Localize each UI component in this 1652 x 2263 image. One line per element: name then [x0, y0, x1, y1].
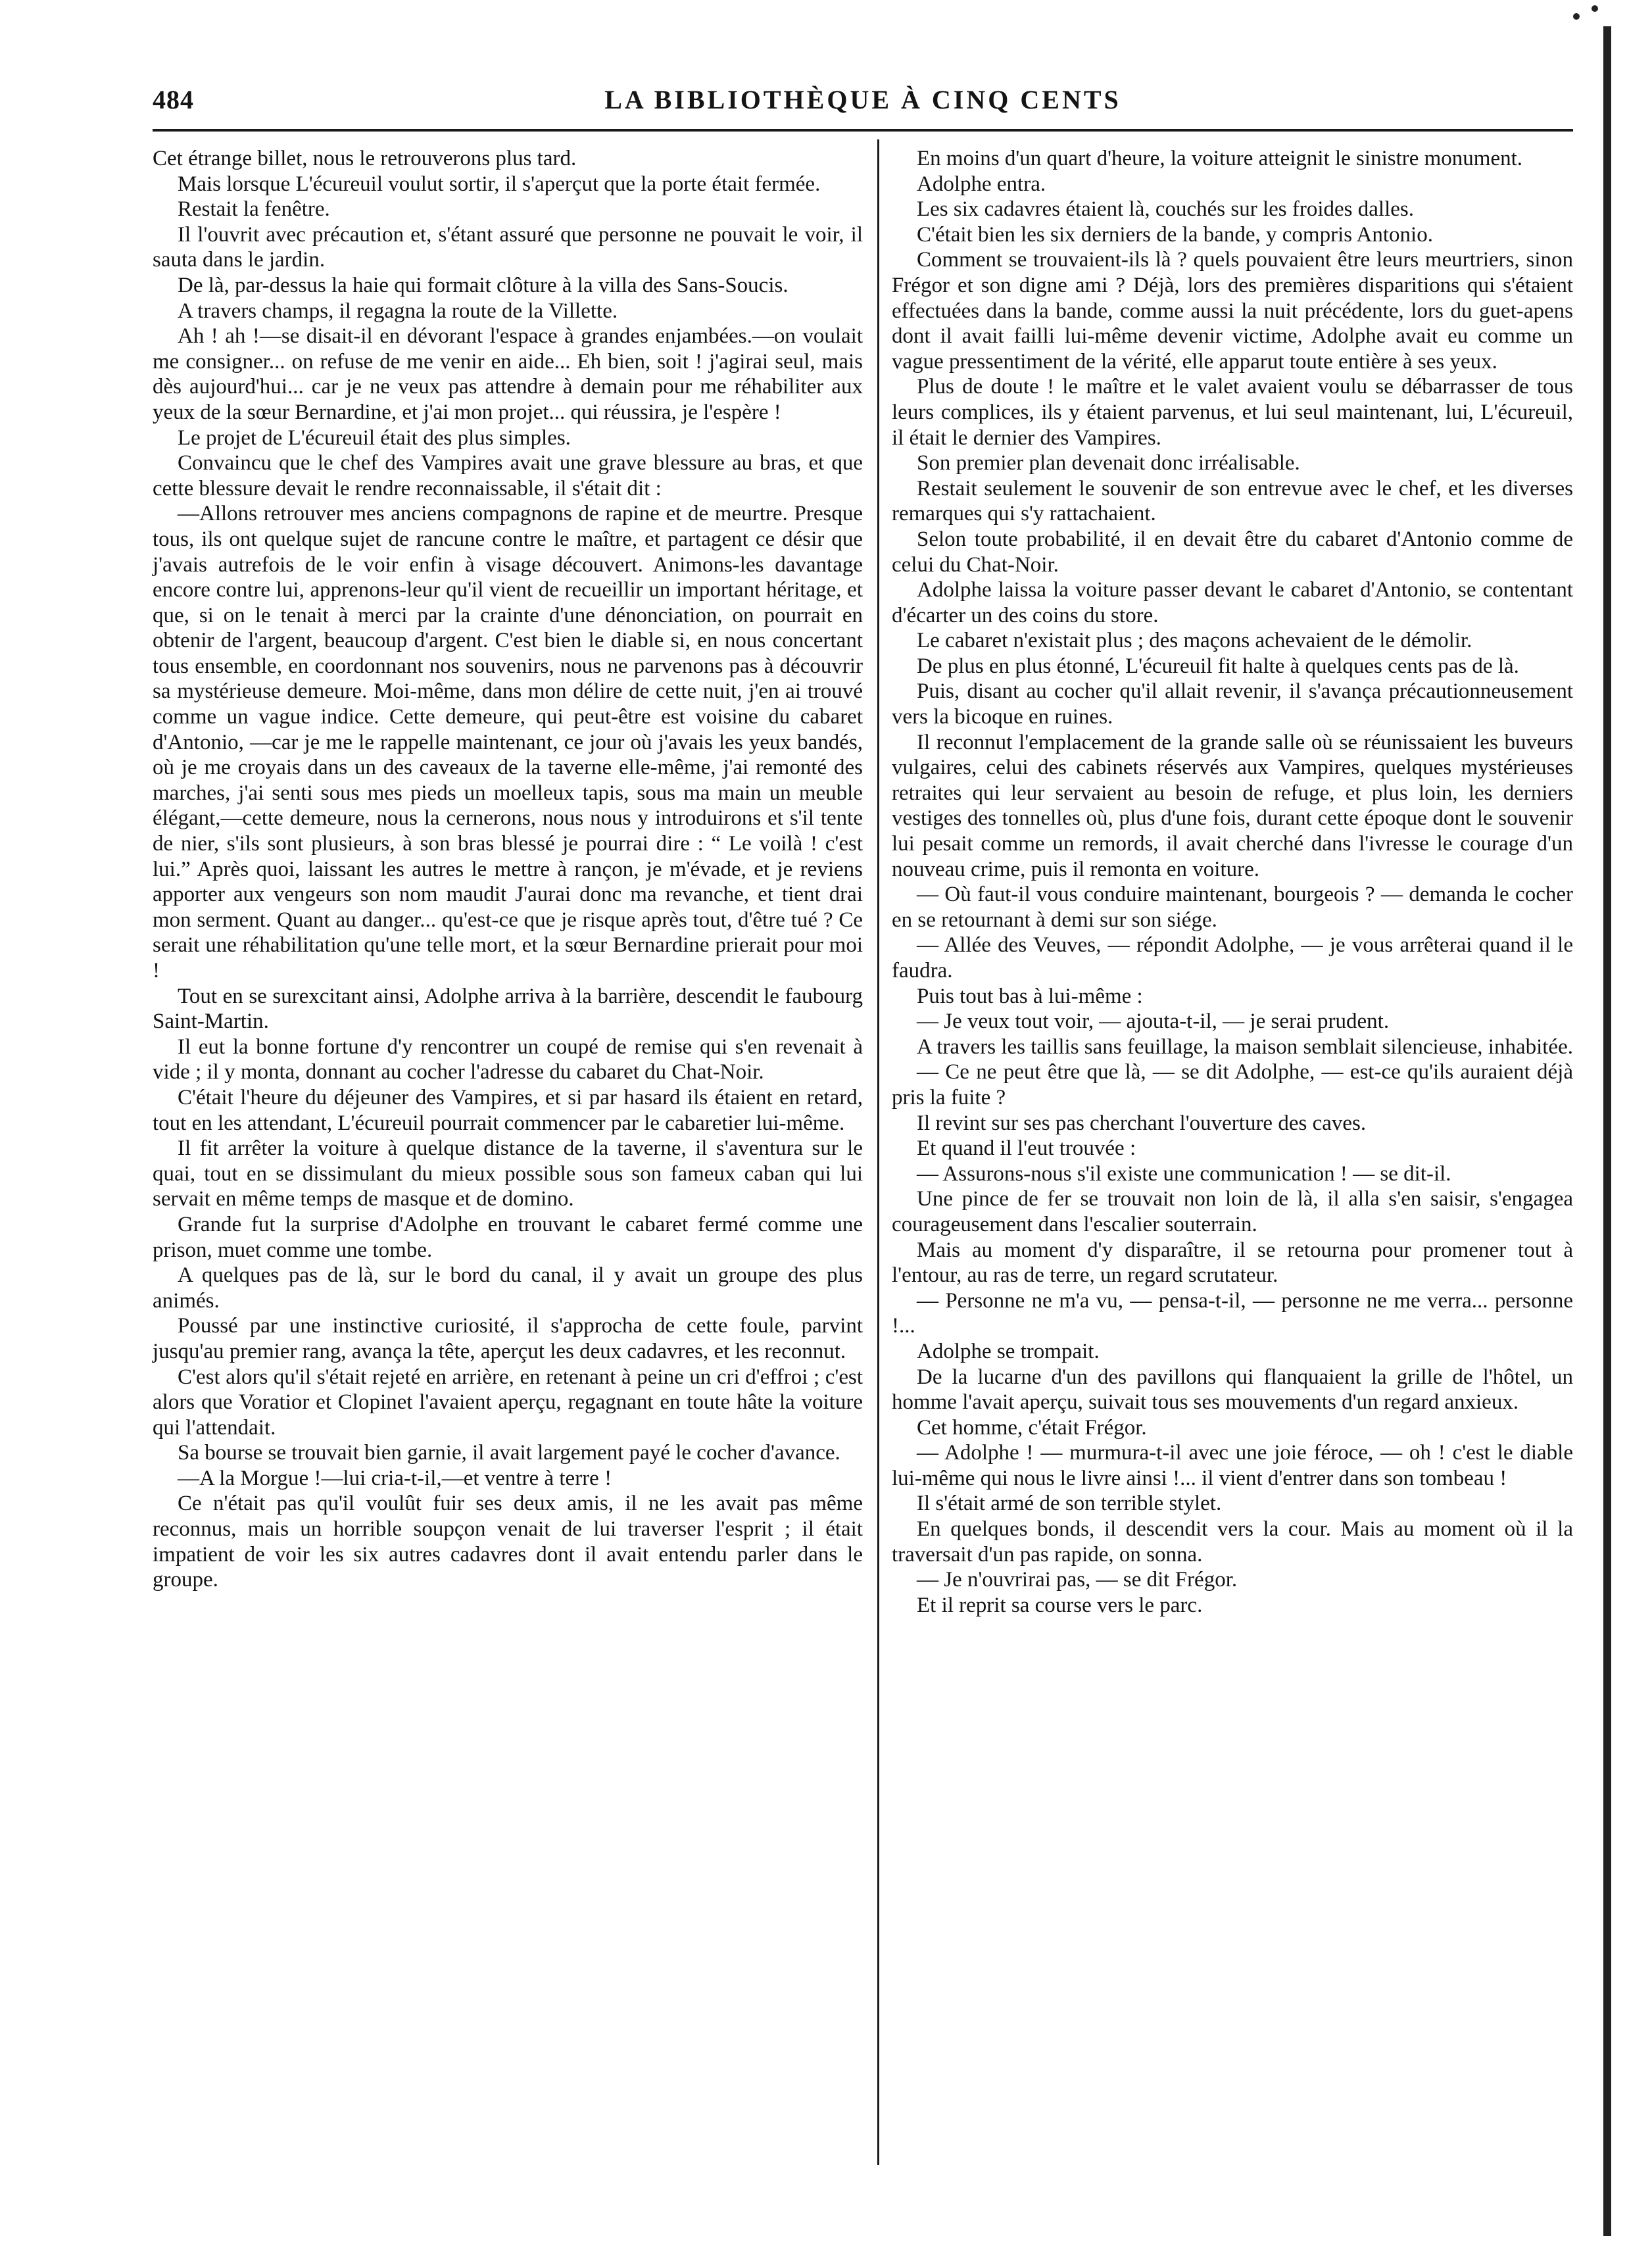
paragraph: Cet homme, c'était Frégor.: [917, 1415, 1147, 1440]
paragraph: Puis, disant au cocher qu'il allait revenir, il s'avança précautionneusement vers la bicoque en ruines.: [892, 679, 1573, 729]
right-column: [892, 146, 1573, 1618]
paragraph: Le cabaret n'existait plus ; des maçons achevaient de le démolir.: [917, 629, 1472, 653]
paragraph: Il s'était armé de son terrible stylet.: [917, 1492, 1222, 1516]
ink-speck: [1591, 5, 1598, 12]
paragraph: Il revint sur ses pas cherchant l'ouverture des caves.: [917, 1111, 1367, 1135]
paragraph: En moins d'un quart d'heure, la voiture atteignit le sinistre monument.: [917, 147, 1523, 170]
paragraph: — Assurons-nous s'il existe une communication ! — se dit-il.: [917, 1161, 1451, 1186]
paragraph: Plus de doute ! le maître et le valet avaient voulu se débarrasser de tous leurs complices, ils y étaient parvenus, et lui seul maintenant, lui, L'écureuil, il était le dernier des Vampires.: [892, 375, 1573, 450]
paragraph: Le projet de L'écureuil était des plus simples.: [178, 426, 571, 450]
paragraph: Poussé par une instinctive curiosité, il s'approcha de cette foule, parvint jusqu'au premier rang, avança la tête, aperçut les deux cadavres, et les reconnut.: [153, 1314, 863, 1363]
paragraph: Puis tout bas à lui-même :: [917, 984, 1143, 1008]
paragraph: Sa bourse se trouvait bien garnie, il avait largement payé le cocher d'avance.: [178, 1441, 840, 1465]
paragraph: Tout en se surexcitant ainsi, Adolphe arriva à la barrière, descendit le faubourg Saint-Martin.: [153, 984, 863, 1034]
ink-speck: [1573, 13, 1580, 20]
paragraph: A travers les taillis sans feuillage, la maison semblait silencieuse, inhabitée.: [917, 1034, 1573, 1059]
paragraph: Restait la fenêtre.: [178, 197, 330, 222]
paragraph: — Adolphe ! — murmura-t-il avec une joie féroce, — oh ! c'est le diable lui-même qui nous le livre ainsi !... il vient d'entrer dans son tombeau !: [892, 1441, 1573, 1490]
paragraph: A quelques pas de là, sur le bord du canal, il y avait un groupe des plus animés.: [153, 1263, 863, 1313]
paragraph: A travers champs, il regagna la route de la Villette.: [178, 299, 618, 323]
paragraph: De là, par-dessus la haie qui formait clôture à la villa des Sans-Soucis.: [178, 273, 789, 297]
paragraph: Il fit arrêter la voiture à quelque distance de la taverne, il s'aventura sur le quai, tout en se dissimulant du mieux possible sous son fameux caban qui lui servait en même temps de masque et de domino.: [153, 1136, 863, 1211]
page-number: 484: [153, 85, 194, 114]
paragraph: Son premier plan devenait donc irréalisable.: [917, 451, 1300, 475]
column-rule: [877, 139, 879, 2165]
paragraph: Restait seulement le souvenir de son entrevue avec le chef, et les diverses remarques qui s'y rattachaient.: [892, 476, 1573, 526]
paragraph: — Je veux tout voir, — ajouta-t-il, — je serai prudent.: [917, 1010, 1390, 1034]
paragraph: Mais lorsque L'écureuil voulut sortir, il s'aperçut que la porte était fermée.: [178, 172, 821, 196]
header-rule: [153, 129, 1573, 132]
paragraph: Cet étrange billet, nous le retrouverons plus tard.: [153, 147, 577, 170]
paragraph: De plus en plus étonné, L'écureuil fit halte à quelques cents pas de là.: [917, 654, 1519, 678]
paragraph: De la lucarne d'un des pavillons qui flanquaient la grille de l'hôtel, un homme l'avait aperçu, suivait tous ses mouvements d'un regard anxieux.: [892, 1365, 1573, 1415]
paragraph: Adolphe se trompait.: [917, 1339, 1100, 1363]
paragraph: Adolphe entra.: [917, 172, 1046, 196]
running-head: [153, 84, 1573, 124]
paragraph: —Allons retrouver mes anciens compagnons de rapine et de meurtre. Presque tous, ils ont quelque sujet de rancune contre le maître, et partagent ce désir que j'avais autrefois de le voir enfin à visage découvert. Animons-les davantage encore contre lui, apprenons-leur qu'il vient de recueillir un important héritage, et que, si on le tenait à merci par la crainte d'une dénonciation, on pourrait en obtenir de l'argent, beaucoup d'argent. C'est bien le diable si, en nous concertant tous ensemble, en coordonnant nos souvenirs, nous ne parvenons pas à découvrir sa mystérieuse demeure. Moi-même, dans mon délire de cette nuit, j'en ai trouvé comme un vague indice. Cette demeure, qui peut-être est voisine du cabaret d'Antonio, —car je me le rappelle maintenant, ce jour où j'avais les yeux bandés, où je me croyais dans un des caveaux de la taverne elle-même, j'ai remonté des marches, j'ai senti sous mes pieds un moelleux tapis, sous ma main un meuble élégant,—cette demeure, nous la cernerons, nous nous y introduirons et s'il tente de nier, s'ils sont plusieurs, à son bras blessé je pourrai dire : “ Le voilà ! c'est lui.” Après quoi, laissant les autres le mettre à rançon, je m'évade, et je reviens apporter aux vengeurs son nom maudit J'aurai donc ma revanche, et tient drai mon serment. Quant au danger... qu'est-ce que je risque après tout, d'être tué ? Ce serait une réhabilitation qu'une telle mort, et la sœur Bernardine prierait pour moi !: [153, 502, 863, 983]
paragraph: — Allée des Veuves, — répondit Adolphe, — je vous arrêterai quand il le faudra.: [892, 933, 1573, 983]
paragraph: Il l'ouvrit avec précaution et, s'étant assuré que personne ne pouvait le voir, il sauta dans le jardin.: [153, 222, 863, 272]
paragraph: —A la Morgue !—lui cria-t-il,—et ventre à terre !: [178, 1466, 612, 1490]
paragraph: — Où faut-il vous conduire maintenant, bourgeois ? — demanda le cocher en se retournant à demi sur son siége.: [892, 883, 1573, 932]
binding-edge-shadow: [1603, 26, 1611, 2236]
paragraph: Ah ! ah !—se disait-il en dévorant l'espace à grandes enjambées.—on voulait me consigner... on refuse de me venir en aide... Eh bien, soit ! j'agirai seul, mais dès aujourd'hui... car je ne veux pas attendre à demain pour me réhabiliter aux yeux de la sœur Bernardine, et j'ai mon projet... qui réussira, je l'espère !: [153, 324, 863, 424]
paragraph: — Je n'ouvrirai pas, — se dit Frégor.: [917, 1568, 1238, 1592]
paragraph: Il eut la bonne fortune d'y rencontrer un coupé de remise qui s'en revenait à vide ; il y monta, donnant au cocher l'adresse du cabaret du Chat-Noir.: [153, 1034, 863, 1084]
paragraph: Et il reprit sa course vers le parc.: [917, 1593, 1203, 1617]
paragraph: Grande fut la surprise d'Adolphe en trouvant le cabaret fermé comme une prison, muet comme une tombe.: [153, 1212, 863, 1262]
paragraph: Adolphe laissa la voiture passer devant le cabaret d'Antonio, se contentant d'écarter un des coins du store.: [892, 578, 1573, 627]
paragraph: En quelques bonds, il descendit vers la cour. Mais au moment où il la traversait d'un pas rapide, on sonna.: [892, 1517, 1573, 1567]
paragraph: Il reconnut l'emplacement de la grande salle où se réunissaient les buveurs vulgaires, celui des cabinets réservés aux Vampires, quelques mystérieuses retraites qui leur servaient au besoin de refuge, et plus loin, les derniers vestiges des tonnelles où, plus d'une fois, durant cette époque dont le souvenir lui pesait comme un remords, il avait cherché dans l'ivresse le courage d'un nouveau crime, puis il remonta en voiture.: [892, 730, 1573, 881]
paragraph: Les six cadavres étaient là, couchés sur les froides dalles.: [917, 197, 1414, 222]
paragraph: — Ce ne peut être que là, — se dit Adolphe, — est-ce qu'ils auraient déjà pris la fuite ?: [892, 1060, 1573, 1109]
paragraph: C'était bien les six derniers de la bande, y compris Antonio.: [917, 222, 1433, 247]
paragraph: C'était l'heure du déjeuner des Vampires, et si par hasard ils étaient en retard, tout en les attendant, L'écureuil pourrait commencer par le cabaretier lui-même.: [153, 1085, 863, 1135]
left-column: [153, 146, 863, 1593]
paragraph: — Personne ne m'a vu, — pensa-t-il, — personne ne me verra... personne !...: [892, 1288, 1573, 1338]
paragraph: Ce n'était pas qu'il voulût fuir ses deux amis, il ne les avait pas même reconnus, mais un horrible soupçon venait de lui traverser l'esprit ; il était impatient de voir les six autres cadavres dont il avait entendu parler dans le groupe.: [153, 1492, 863, 1592]
paragraph: Mais au moment d'y disparaître, il se retourna pour promener tout à l'entour, au ras de terre, un regard scrutateur.: [892, 1238, 1573, 1288]
paragraph: C'est alors qu'il s'était rejeté en arrière, en retenant à peine un cri d'effroi ; c'est alors que Voratior et Clopinet l'avaient aperçu, regagnant en toute hâte la voiture qui l'attendait.: [153, 1365, 863, 1440]
paragraph: Et quand il l'eut trouvée :: [917, 1136, 1136, 1161]
journal-title: LA BIBLIOTHÈQUE À CINQ CENTS: [604, 85, 1121, 114]
paragraph: Convaincu que le chef des Vampires avait une grave blessure au bras, et que cette blessure devait le rendre reconnaissable, il s'était dit :: [153, 451, 863, 500]
paragraph: Une pince de fer se trouvait non loin de là, il alla s'en saisir, s'engagea courageusement dans l'escalier souterrain.: [892, 1187, 1573, 1236]
paragraph: Selon toute probabilité, il en devait être du cabaret d'Antonio comme de celui du Chat-Noir.: [892, 527, 1573, 577]
paragraph: Comment se trouvaient-ils là ? quels pouvaient être leurs meurtriers, sinon Frégor et son digne ami ? Déjà, lors des premières disparitions qui s'étaient effectuées dans la bande, comme aussi la nuit précédente, lors du guet-apens dont il avait failli lui-même devenir victime, Adolphe avait eu comme un vague pressentiment de la vérité, elle apparut toute entière à ses yeux.: [892, 248, 1573, 374]
